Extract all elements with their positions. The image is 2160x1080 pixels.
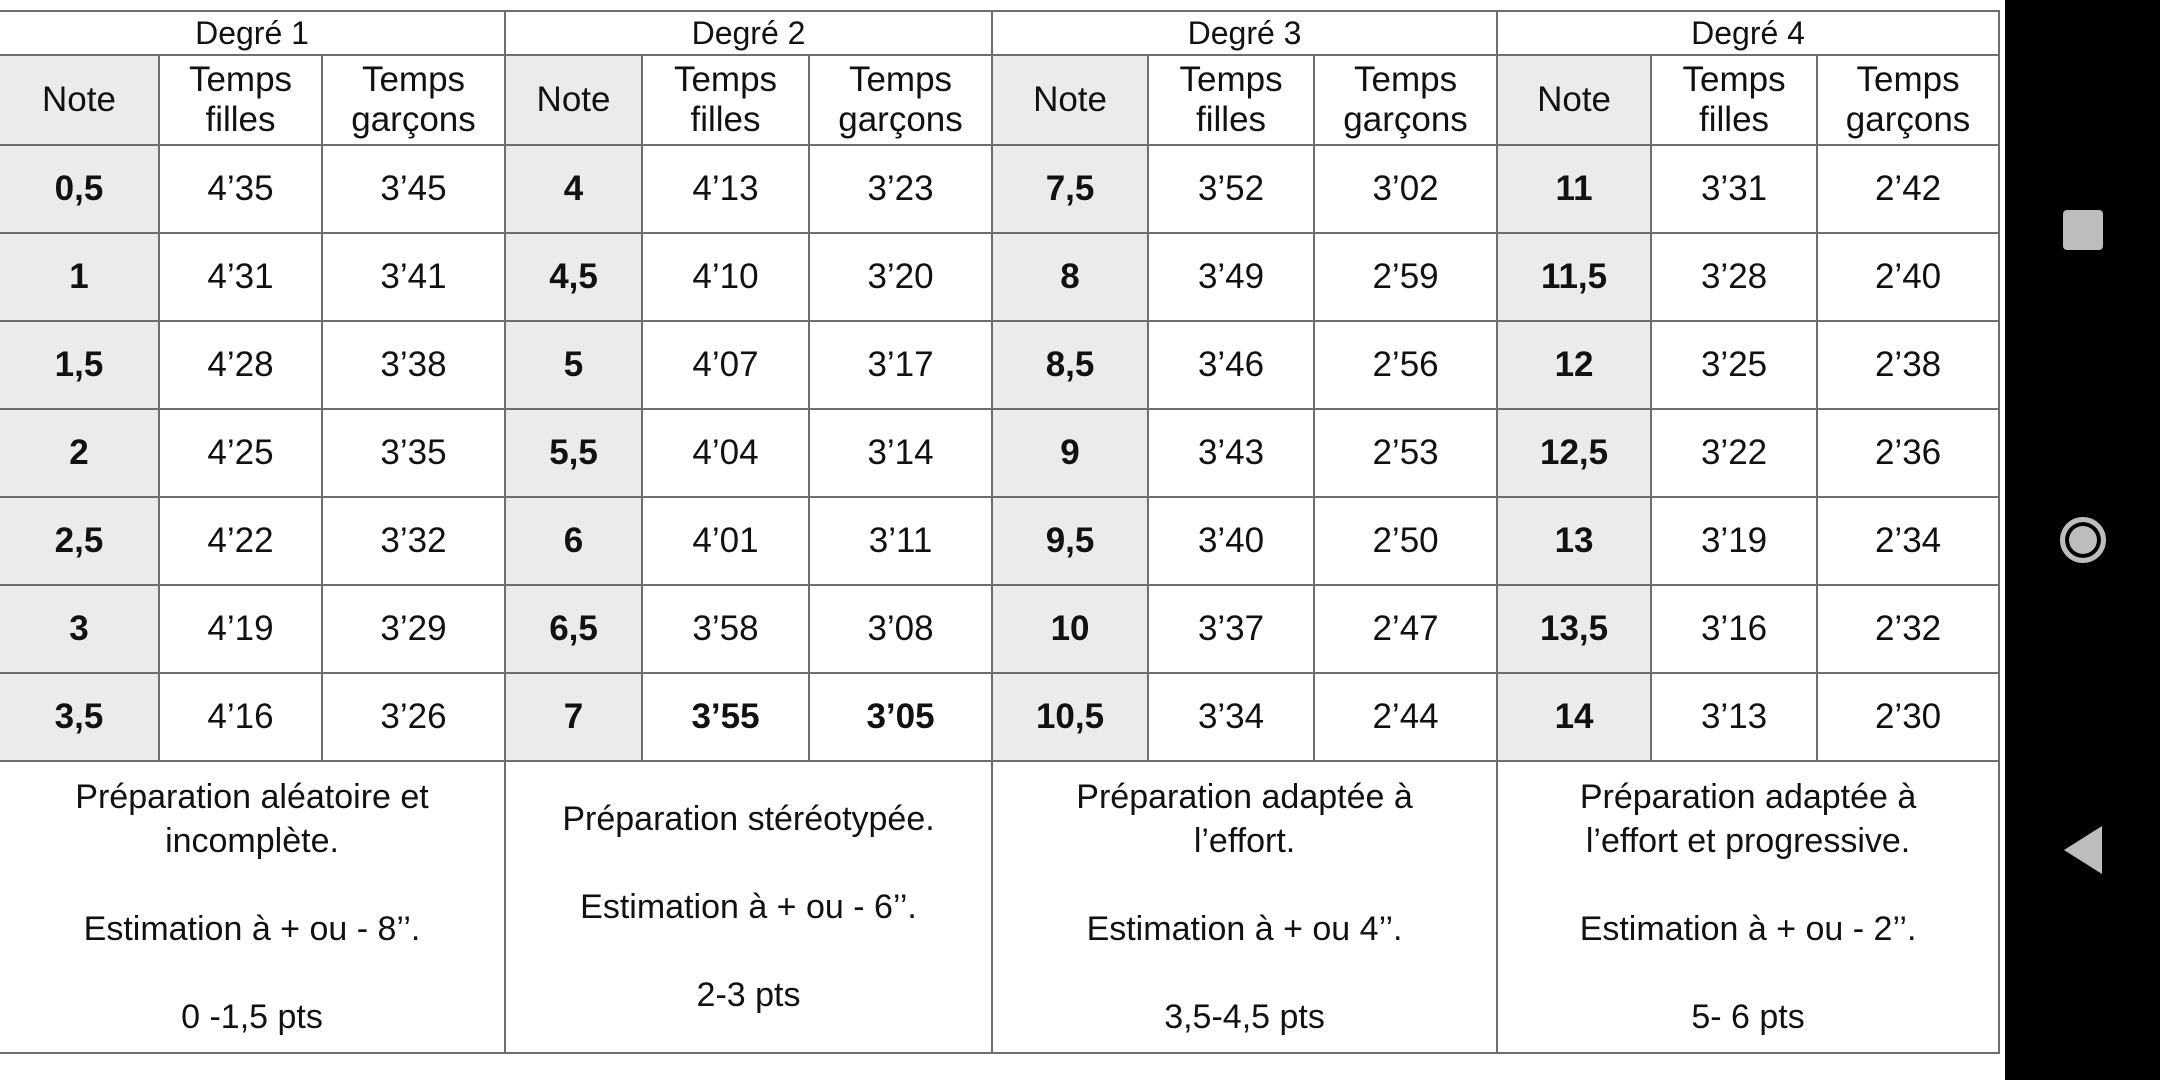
time-boys-cell: 2’40: [1817, 233, 1999, 321]
note-cell: 12: [1497, 321, 1651, 409]
time-girls-cell: 4’16: [159, 673, 322, 761]
time-girls-cell: 4’10: [642, 233, 809, 321]
note-cell: 3: [0, 585, 159, 673]
time-boys-cell: 2’50: [1314, 497, 1497, 585]
degree-title: Degré 3: [992, 11, 1497, 55]
time-boys-cell: 3’26: [322, 673, 505, 761]
degree-description: [1497, 761, 1999, 1053]
time-boys-cell: 2’34: [1817, 497, 1999, 585]
note-cell: 4,5: [505, 233, 642, 321]
header-line: Temps: [1856, 60, 1960, 99]
time-girls-cell: 3’43: [1148, 409, 1314, 497]
table-row: [0, 585, 1999, 673]
header-temps-garcons: [1314, 55, 1497, 145]
recent-apps-icon: [2063, 210, 2103, 250]
note-cell: 11,5: [1497, 233, 1651, 321]
header-line: filles: [205, 100, 276, 139]
degree-header-row: [0, 11, 1999, 55]
preparation-line: Préparation adaptée à: [1076, 778, 1413, 816]
time-boys-cell: 3’45: [322, 145, 505, 233]
time-girls-cell: 4’35: [159, 145, 322, 233]
note-cell: 14: [1497, 673, 1651, 761]
note-cell: 12,5: [1497, 409, 1651, 497]
header-temps-filles: [642, 55, 809, 145]
note-cell: 13: [1497, 497, 1651, 585]
time-boys-cell: 2’44: [1314, 673, 1497, 761]
time-boys-cell: 3’23: [809, 145, 992, 233]
header-line: Temps: [673, 60, 778, 99]
header-line: Temps: [1682, 60, 1786, 99]
time-boys-cell: 3’38: [322, 321, 505, 409]
header-note: Note: [1497, 55, 1651, 145]
points-text: 0 -1,5 pts: [181, 998, 323, 1036]
note-cell: 5: [505, 321, 642, 409]
table-row: [0, 321, 1999, 409]
time-boys-cell: 3’14: [809, 409, 992, 497]
header-line: garçons: [351, 100, 476, 139]
time-girls-cell: 3’46: [1148, 321, 1314, 409]
table-row: [0, 145, 1999, 233]
header-note: Note: [992, 55, 1148, 145]
time-girls-cell: 3’13: [1651, 673, 1817, 761]
table-row: [0, 497, 1999, 585]
header-line: filles: [690, 100, 761, 139]
table-row: [0, 673, 1999, 761]
header-line: filles: [1699, 100, 1770, 139]
note-cell: 2,5: [0, 497, 159, 585]
note-cell: 9: [992, 409, 1148, 497]
table-row: [0, 233, 1999, 321]
time-girls-cell: 3’34: [1148, 673, 1314, 761]
time-girls-cell: 4’13: [642, 145, 809, 233]
note-cell: 9,5: [992, 497, 1148, 585]
note-cell: 5,5: [505, 409, 642, 497]
header-note: Note: [0, 55, 159, 145]
spacer: [993, 951, 1496, 995]
home-icon: [2060, 517, 2106, 563]
time-boys-cell: 2’59: [1314, 233, 1497, 321]
time-boys-cell: 2’38: [1817, 321, 1999, 409]
header-temps-filles: [159, 55, 322, 145]
header-temps-garcons: [1817, 55, 1999, 145]
note-cell: 7: [505, 673, 642, 761]
spacer: [993, 863, 1496, 907]
preparation-line: incomplète.: [165, 822, 339, 860]
time-girls-cell: 4’31: [159, 233, 322, 321]
header-note: Note: [505, 55, 642, 145]
points-text: 2-3 pts: [696, 976, 801, 1014]
spacer: [0, 951, 504, 995]
note-cell: 7,5: [992, 145, 1148, 233]
note-cell: 8,5: [992, 321, 1148, 409]
note-cell: 11: [1497, 145, 1651, 233]
header-temps-garcons: [809, 55, 992, 145]
time-girls-cell: 4’28: [159, 321, 322, 409]
estimation-text: Estimation à + ou 4’’.: [1086, 910, 1403, 948]
time-girls-cell: 3’19: [1651, 497, 1817, 585]
time-boys-cell: 3’08: [809, 585, 992, 673]
header-line: Temps: [848, 60, 953, 99]
time-boys-cell: 3’02: [1314, 145, 1497, 233]
degree-description: [992, 761, 1497, 1053]
time-girls-cell: 3’37: [1148, 585, 1314, 673]
header-line: garçons: [1845, 100, 1971, 139]
header-line: Temps: [188, 60, 293, 99]
time-boys-cell: 3’05: [809, 673, 992, 761]
time-girls-cell: 3’25: [1651, 321, 1817, 409]
note-cell: 6: [505, 497, 642, 585]
points-text: 5- 6 pts: [1691, 998, 1805, 1036]
time-boys-cell: 2’47: [1314, 585, 1497, 673]
time-girls-cell: 3’16: [1651, 585, 1817, 673]
time-boys-cell: 2’30: [1817, 673, 1999, 761]
note-cell: 3,5: [0, 673, 159, 761]
spacer: [0, 863, 504, 907]
time-girls-cell: 4’07: [642, 321, 809, 409]
time-boys-cell: 3’32: [322, 497, 505, 585]
degree-description: [0, 761, 505, 1053]
time-boys-cell: 3’17: [809, 321, 992, 409]
time-girls-cell: 4’22: [159, 497, 322, 585]
spacer: [1498, 863, 1998, 907]
time-girls-cell: 3’58: [642, 585, 809, 673]
time-girls-cell: 3’55: [642, 673, 809, 761]
grades-table: [0, 10, 2000, 1054]
estimation-text: Estimation à + ou - 2’’.: [1579, 910, 1917, 948]
table-row: [0, 409, 1999, 497]
preparation-line: Préparation adaptée à: [1579, 778, 1917, 816]
note-cell: 0,5: [0, 145, 159, 233]
degree-title: Degré 2: [505, 11, 992, 55]
note-cell: 6,5: [505, 585, 642, 673]
note-cell: 1,5: [0, 321, 159, 409]
header-line: Temps: [1353, 60, 1458, 99]
header-line: Temps: [361, 60, 466, 99]
time-girls-cell: 3’22: [1651, 409, 1817, 497]
time-boys-cell: 2’36: [1817, 409, 1999, 497]
spacer: [506, 929, 991, 973]
time-girls-cell: 4’25: [159, 409, 322, 497]
time-boys-cell: 2’42: [1817, 145, 1999, 233]
time-girls-cell: 3’52: [1148, 145, 1314, 233]
column-header-row: [0, 55, 1999, 145]
spacer: [1498, 951, 1998, 995]
preparation-line: l’effort.: [1193, 822, 1296, 860]
time-girls-cell: 3’28: [1651, 233, 1817, 321]
time-girls-cell: 4’19: [159, 585, 322, 673]
time-boys-cell: 3’41: [322, 233, 505, 321]
header-temps-garcons: [322, 55, 505, 145]
points-text: 3,5-4,5 pts: [1164, 998, 1325, 1036]
time-girls-cell: 3’49: [1148, 233, 1314, 321]
note-cell: 10: [992, 585, 1148, 673]
time-boys-cell: 2’56: [1314, 321, 1497, 409]
note-cell: 13,5: [1497, 585, 1651, 673]
degree-title: Degré 1: [0, 11, 505, 55]
header-line: garçons: [1343, 100, 1468, 139]
time-girls-cell: 3’40: [1148, 497, 1314, 585]
note-cell: 10,5: [992, 673, 1148, 761]
home-button[interactable]: [2005, 510, 2160, 570]
header-line: garçons: [838, 100, 963, 139]
preparation-line: Préparation aléatoire et: [75, 778, 429, 816]
time-boys-cell: 3’11: [809, 497, 992, 585]
recent-apps-button[interactable]: [2005, 200, 2160, 260]
note-cell: 4: [505, 145, 642, 233]
description-row: [0, 761, 1999, 1053]
spacer: [506, 841, 991, 885]
time-boys-cell: 2’53: [1314, 409, 1497, 497]
time-boys-cell: 3’29: [322, 585, 505, 673]
navigation-bar: [2005, 0, 2160, 1080]
back-icon: [2064, 826, 2102, 874]
header-temps-filles: [1148, 55, 1314, 145]
note-cell: 2: [0, 409, 159, 497]
back-button[interactable]: [2005, 820, 2160, 880]
time-boys-cell: 2’32: [1817, 585, 1999, 673]
preparation-line: Préparation stéréotypée.: [562, 800, 935, 838]
degree-description: [505, 761, 992, 1053]
header-temps-filles: [1651, 55, 1817, 145]
preparation-line: l’effort et progressive.: [1585, 822, 1911, 860]
time-girls-cell: 4’04: [642, 409, 809, 497]
time-boys-cell: 3’20: [809, 233, 992, 321]
estimation-text: Estimation à + ou - 6’’.: [580, 888, 917, 926]
header-line: filles: [1196, 100, 1267, 139]
header-line: Temps: [1179, 60, 1283, 99]
time-girls-cell: 4’01: [642, 497, 809, 585]
time-boys-cell: 3’35: [322, 409, 505, 497]
note-cell: 8: [992, 233, 1148, 321]
degree-title: Degré 4: [1497, 11, 1999, 55]
estimation-text: Estimation à + ou - 8’’.: [83, 910, 421, 948]
time-girls-cell: 3’31: [1651, 145, 1817, 233]
note-cell: 1: [0, 233, 159, 321]
